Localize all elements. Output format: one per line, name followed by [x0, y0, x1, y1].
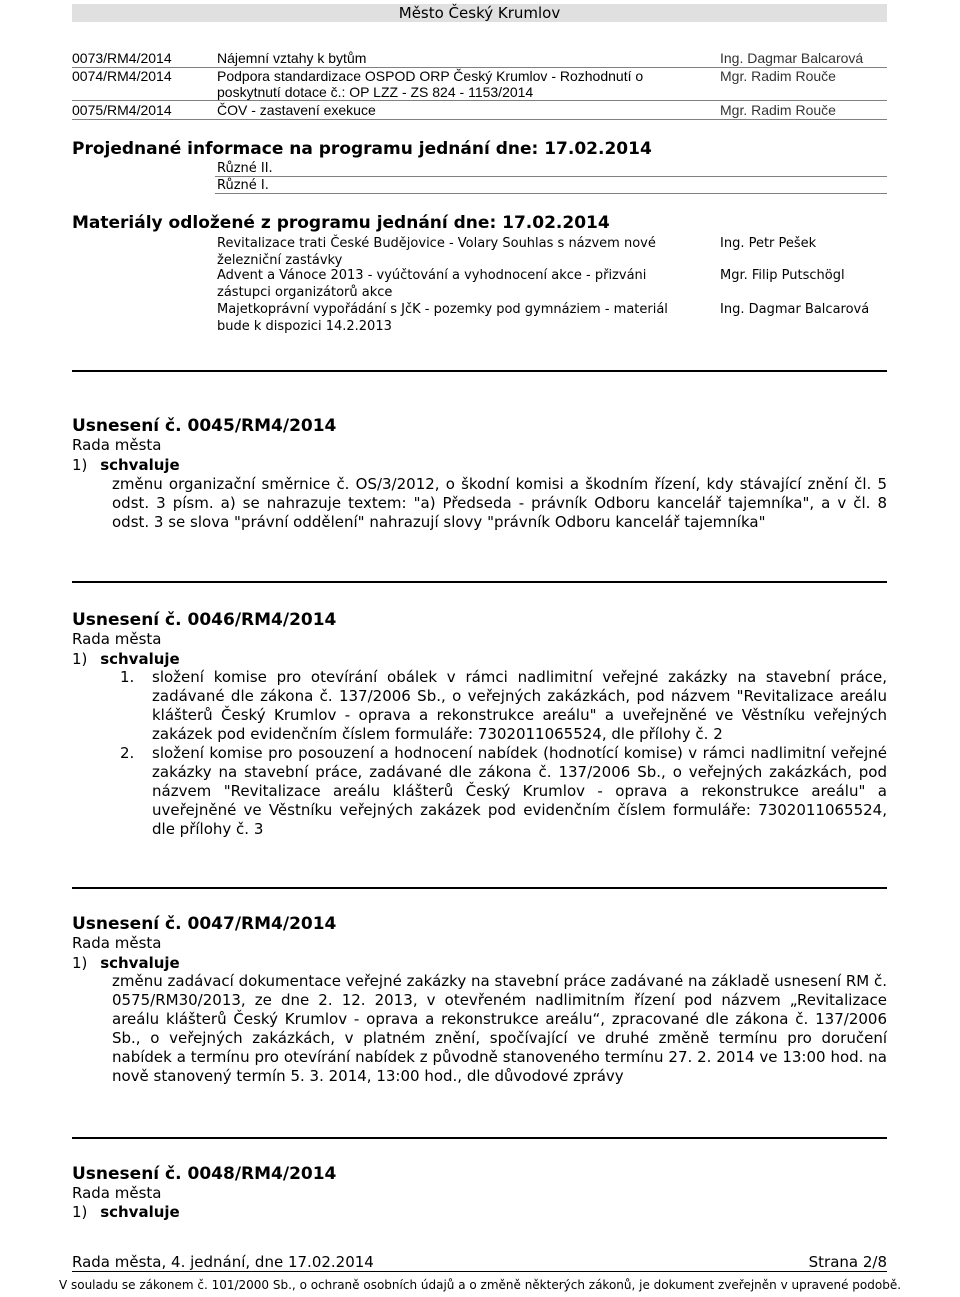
agenda-title-line1: Podpora standardizace OSPOD ORP Český Krumlov - Rozhodnutí o — [217, 68, 644, 84]
resolution-clause — [72, 954, 180, 973]
resolution-heading: Usnesení č. 0047/RM4/2014 — [72, 914, 337, 934]
list-item — [112, 668, 887, 744]
postponed-item-line1: Revitalizace trati České Budějovice - Volary Souhlas s názvem nové — [217, 236, 656, 251]
agenda-id: 0074/RM4/2014 — [72, 68, 172, 84]
postponed-item-line1: Advent a Vánoce 2013 - vyúčtování a vyhodnocení akce - přizváni — [217, 268, 647, 283]
resolution-body: Rada města — [72, 1184, 162, 1202]
section-separator — [72, 887, 887, 889]
section-separator — [72, 1137, 887, 1139]
resolution-body: Rada města — [72, 630, 162, 648]
discussed-item: Různé II. — [217, 161, 273, 176]
row-divider — [72, 100, 887, 101]
row-divider — [215, 193, 887, 194]
postponed-item-line2: bude k dispozici 14.2.2013 — [217, 319, 392, 334]
postponed-item-responsible: Mgr. Filip Putschögl — [720, 268, 845, 283]
resolution-heading: Usnesení č. 0048/RM4/2014 — [72, 1164, 337, 1184]
resolution-body: Rada města — [72, 934, 162, 952]
postponed-item-responsible: Ing. Dagmar Balcarová — [720, 302, 870, 317]
postponed-heading: Materiály odložené z programu jednání dne: 17.02.2014 — [72, 213, 610, 233]
footer-divider — [72, 1271, 887, 1272]
discussed-heading: Projednané informace na programu jednání dne: 17.02.2014 — [72, 139, 652, 159]
clause-number: 1) — [72, 954, 88, 972]
agenda-title-line2: poskytnutí dotace č.: OP LZZ - ZS 824 - 1153/2014 — [217, 84, 534, 100]
resolution-clause — [72, 1203, 180, 1222]
agenda-title: ČOV - zastavení exekuce — [217, 102, 376, 118]
resolution-clause — [72, 456, 180, 475]
clause-verb: schvaluje — [100, 456, 180, 474]
discussed-item: Různé I. — [217, 178, 269, 193]
list-item-number: 2. — [120, 744, 135, 762]
agenda-responsible: Ing. Dagmar Balcarová — [720, 50, 864, 66]
row-divider — [72, 119, 887, 120]
list-item-text: složení komise pro otevírání obálek v rámci nadlimitní veřejné zakázky na stavební práce, zadávané dle zákona č. 137/2006 Sb., o veřejných zakázkách, pod názvem "Revitalizace areálu klášterů Český Krumlov - oprava a rekonstrukce areálu" a uveřejněné ve Věstníku veřejných zakázek pod evidenčním číslem formuláře: 7302011065524, dle přílohy č. 2 — [152, 668, 887, 743]
postponed-item-line2: zástupci organizátorů akce — [217, 285, 393, 300]
resolution-heading: Usnesení č. 0045/RM4/2014 — [72, 416, 337, 436]
footer-meeting-info: Rada města, 4. jednání, dne 17.02.2014 — [72, 1253, 374, 1271]
list-item-number: 1. — [120, 668, 135, 686]
resolution-text: změnu organizační směrnice č. OS/3/2012, o škodní komisi a škodním řízení, kdy stávající znění čl. 5 odst. 3 písm. a) se nahrazuje textem: "a) Předseda - právník Odboru kancelář tajemníka", a v čl. 8 odst. 3 se slova "právní oddělení" nahrazují slovy "právník Odboru kancelář tajemníka" — [112, 475, 887, 531]
header-title: Město Český Krumlov — [398, 4, 561, 22]
postponed-item-line1: Majetkoprávní vypořádání s JčK - pozemky pod gymnáziem - materiál — [217, 302, 668, 317]
postponed-item-responsible: Ing. Petr Pešek — [720, 236, 817, 251]
agenda-id: 0073/RM4/2014 — [72, 50, 172, 66]
row-divider — [215, 176, 887, 177]
clause-number: 1) — [72, 456, 88, 474]
clause-number: 1) — [72, 650, 88, 668]
agenda-id: 0075/RM4/2014 — [72, 102, 172, 118]
page-header — [72, 4, 887, 22]
list-item-text: složení komise pro posouzení a hodnocení nabídek (hodnotící komise) v rámci nadlimitní veřejné zakázky na stavební práce, zadávané dle zákona č. 137/2006 Sb., o veřejných zakázkách, pod názvem "Revitalizace areálu klášterů Český Krumlov - oprava a rekonstrukce areálu" a uveřejněné ve Věstníku veřejných zakázek pod evidenčním číslem formuláře: 7302011065524, dle přílohy č. 3 — [152, 744, 887, 838]
postponed-item-line2: železniční zastávky — [217, 253, 343, 268]
resolution-body: Rada města — [72, 436, 162, 454]
resolution-clause — [72, 650, 180, 669]
agenda-responsible: Mgr. Radim Rouče — [720, 102, 836, 118]
clause-verb: schvaluje — [100, 650, 180, 668]
footer-legal-notice: V souladu se zákonem č. 101/2000 Sb., o ochraně osobních údajů a o změně některých zákonů, je dokument zveřejněn v upravené podobě. — [58, 1278, 902, 1292]
section-separator — [72, 370, 887, 372]
resolution-text: změnu zadávací dokumentace veřejné zakázky na stavební práce zadávané na základě usnesení RM č. 0575/RM30/2013, ze dne 2. 12. 2013, v otevřeném nadlimitním řízení pod názvem „Revitalizace areálu klášterů Český Krumlov - oprava a rekonstrukce areálu“, zpracované dle zákona č. 137/2006 Sb., o veřejných zakázkách, v platném znění, spočívající ve druhé změně termínu pro doručení nabídek a termínu pro otevírání nabídek z původně stanoveného termínu 27. 2. 2014 ve 13:00 hod. na nově stanovený termín 5. 3. 2014, 13:00 hod., dle důvodové zprávy — [112, 972, 887, 1085]
section-separator — [72, 581, 887, 583]
clause-verb: schvaluje — [100, 1203, 180, 1221]
list-item — [112, 744, 887, 839]
clause-number: 1) — [72, 1203, 88, 1221]
footer-page-number: Strana 2/8 — [808, 1253, 887, 1271]
resolution-list — [112, 668, 887, 839]
resolution-heading: Usnesení č. 0046/RM4/2014 — [72, 610, 337, 630]
agenda-title: Nájemní vztahy k bytům — [217, 50, 367, 66]
agenda-responsible: Mgr. Radim Rouče — [720, 68, 836, 84]
clause-verb: schvaluje — [100, 954, 180, 972]
